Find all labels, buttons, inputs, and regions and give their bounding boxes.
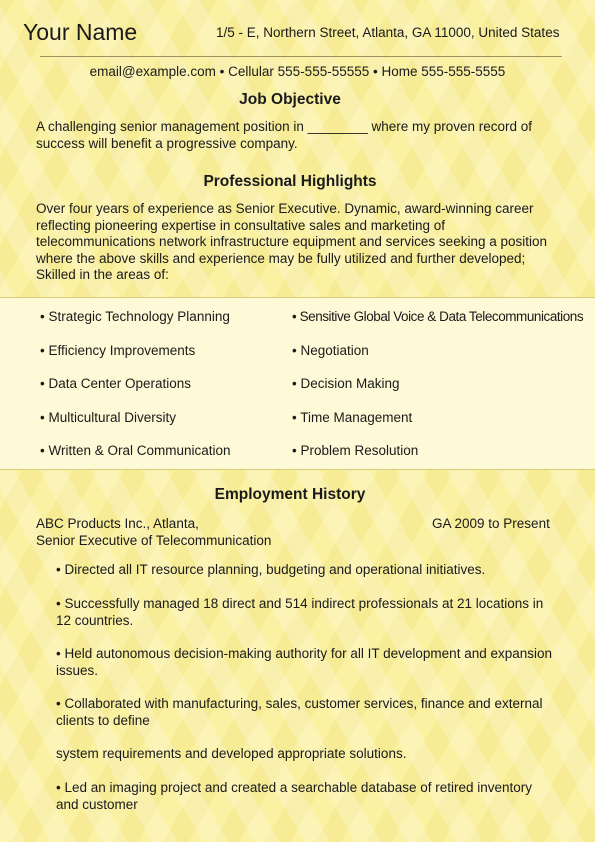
- skill-item: • Problem Resolution: [292, 443, 419, 458]
- skill-item: • Multicultural Diversity: [40, 410, 177, 425]
- employment-history-title: Employment History: [214, 486, 366, 503]
- employment-bullet: • Directed all IT resource planning, budgeting and operational initiatives.: [56, 562, 486, 577]
- address-line: 1/5 - E, Northern Street, Atlanta, GA 11000, United States: [216, 25, 560, 40]
- candidate-name: Your Name: [23, 19, 138, 45]
- contact-line: email@example.com • Cellular 555-555-55555 • Home 555-555-5555: [89, 64, 506, 79]
- skill-item: • Negotiation: [292, 343, 369, 358]
- company-name: ABC Products Inc., Atlanta,: [36, 516, 199, 531]
- job-objective-title: Job Objective: [239, 91, 341, 108]
- skill-item: • Sensitive Global Voice & Data Telecommunications: [292, 309, 584, 324]
- skill-item: • Written & Oral Communication: [40, 443, 231, 458]
- skill-item: • Time Management: [292, 410, 413, 425]
- employment-bullet: • Held autonomous decision-making authority for all IT development and expansion issues.: [56, 646, 553, 678]
- professional-highlights-text: Over four years of experience as Senior Executive. Dynamic, award-winning career reflecting pioneering expertise in consultative sales and marketing of telecommunications network infrastructure equipment and services seeking a position where the above skills and experience may be fully utilized and further developed; Skilled in the areas of:: [36, 201, 548, 282]
- employment-period: GA 2009 to Present: [432, 516, 550, 531]
- position-title: Senior Executive of Telecommunication: [36, 532, 272, 548]
- skill-item: • Decision Making: [292, 376, 400, 391]
- employment-bullet: • Successfully managed 18 direct and 514 indirect professionals at 21 locations in 12 countries.: [56, 596, 544, 628]
- employment-bullet: system requirements and developed appropriate solutions.: [56, 746, 407, 761]
- employment-bullet: • Collaborated with manufacturing, sales, customer services, finance and external clients to define: [56, 696, 543, 728]
- employment-bullet: • Led an imaging project and created a searchable database of retired inventory and customer: [56, 780, 533, 812]
- professional-highlights-title: Professional Highlights: [203, 173, 377, 190]
- skill-item: • Efficiency Improvements: [40, 343, 196, 358]
- header-divider: [40, 56, 562, 57]
- skill-item: • Strategic Technology Planning: [40, 309, 230, 324]
- job-objective-text: A challenging senior management position in ________ where my proven record of success will benefit a progressive company.: [36, 119, 533, 151]
- skill-item: • Data Center Operations: [40, 376, 192, 391]
- employer-block: [36, 516, 271, 549]
